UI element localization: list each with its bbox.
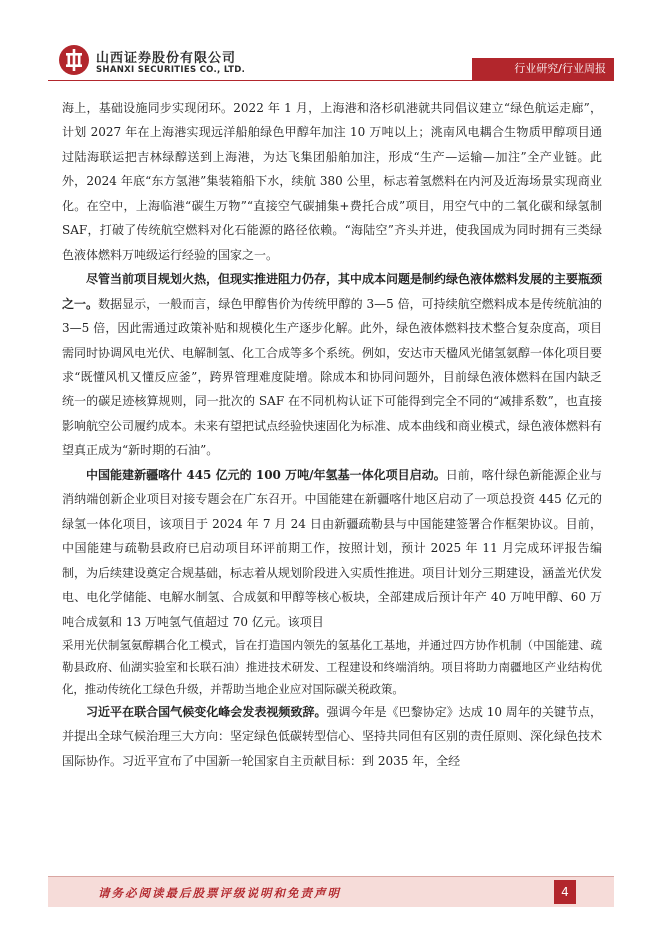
- company-name-cn: 山西证券股份有限公司: [96, 51, 237, 66]
- page-header: [0, 0, 662, 90]
- page-number: 4: [554, 880, 576, 904]
- body-paragraph: [62, 463, 602, 634]
- header-divider: [48, 80, 614, 81]
- disclaimer-notice: 请务必阅读最后股票评级说明和免责声明: [98, 886, 341, 900]
- paragraph-text: 强调今年是《巴黎协定》达成 10 周年的关键节点，并提出全球气候治理三大方向：坚定绿色低碳转型信心、坚持共同但有区别的责任原则、深化绿色技术国际协作。习近平宣布了中国新一轮国家自主贡献目标：到 2035 年，全经: [62, 704, 603, 768]
- paragraph-lead: 习近平在联合国气候变化峰会发表视频致辞。: [86, 704, 327, 719]
- paragraph-lead: 尽管当前项目规划火热，但现实推进阻力仍存，其中成本问题是制约绿色液体燃料发展的主要瓶颈之一。: [62, 272, 603, 311]
- body-paragraph: [62, 700, 602, 773]
- body-paragraph: [62, 96, 602, 267]
- paragraph-text: 海上，基础设施同步实现闭环。2022 年 1 月，上海港和洛杉矶港就共同倡议建立“绿色航运走廊”，计划 2027 年在上海港实现远洋船舶绿色甲醇年加注 10 万吨以上；洮南风电耦合生物质甲醇项目通过陆海联运把吉林绿醇送到上海港，为达飞集团船舶加注，形成“生产—运输—加注”全产业链。此外，2024 年底“东方氢港”集装箱船下水，续航 380 公里，标志着氢燃料在内河及近海场景实现商业化。在空中，上海临港“碳生万物”“直接空气碳捕集+费托合成”项目，用空气中的二氧化碳和绿氢制 SAF，打破了传统航空燃料对化石能源的路径依赖。“海陆空”齐头并进，使我国成为同时拥有三类绿色液体燃料万吨级运行经验的国家之一。: [62, 101, 602, 262]
- paragraph-text: 采用光伏制氢氨醇耦合化工模式，旨在打造国内领先的氢基化工基地，并通过四方协作机制（中国能建、疏勒县政府、仙湖实验室和长联石油）推进技术研发、工程建设和终端消纳。项目将助力南疆地区产业结构优化，推动传统化工绿色升级，并帮助当地企业应对国际碳关税政策。: [62, 637, 602, 696]
- body-paragraph: [62, 267, 602, 463]
- company-name-en: SHANXI SECURITIES CO., LTD.: [96, 65, 246, 75]
- paragraph-text: 日前，喀什绿色新能源企业与消纳端创新企业项目对接专题会在广东召开。中国能建在新疆喀什地区启动了一项总投资 445 亿元的绿氢一体化项目，该项目于 2024 年 7 月 24 日由新疆疏勒县与中国能建签署合作框架协议。目前，中国能建与疏勒县政府已启动项目环评前期工作，按照计划，预计 2025 年 11 月完成环评报告编制，为后续建设奠定合规基础，标志着从规划阶段进入实质性推进。项目计划分三期建设，涵盖光伏发电、电化学储能、电解水制氢、合成氨和甲醇等核心板块，全部建成后预计年产 40 万吨甲醇、60 万吨合成氨和 13 万吨氢气值超过 70 亿元。该项目: [62, 467, 603, 629]
- body-paragraph: [62, 634, 602, 700]
- report-category-label: 行业研究/行业周报: [472, 58, 614, 80]
- report-body: [62, 96, 602, 773]
- page-footer: [48, 876, 614, 907]
- shanxi-securities-logo-icon: [58, 44, 90, 76]
- paragraph-lead: 中国能建新疆喀什 445 亿元的 100 万吨/年氢基一体化项目启动。: [86, 467, 446, 482]
- paragraph-text: 数据显示，一般而言，绿色甲醇售价为传统甲醇的 3—5 倍，可持续航空燃料成本是传统航油的 3—5 倍，因此需通过政策补贴和规模化生产逐步化解。此外，绿色液体燃料技术整合复杂度高，项目需同时协调风电光伏、电解制氢、化工合成等多个系统。例如，安达市天楹风光储氢氨醇一体化项目要求“既懂风机又懂反应釜”，跨界管理难度陡增。除成本和协同问题外，目前绿色液体燃料在国内缺乏统一的碳足迹核算规则，同一批次的 SAF 在不同机构认证下可能得到完全不同的“减排系数”，也直接影响航空公司履约成本。未来有望把试点经验快速固化为标准、成本曲线和商业模式，绿色液体燃料有望真正成为“新时期的石油”。: [62, 296, 603, 458]
